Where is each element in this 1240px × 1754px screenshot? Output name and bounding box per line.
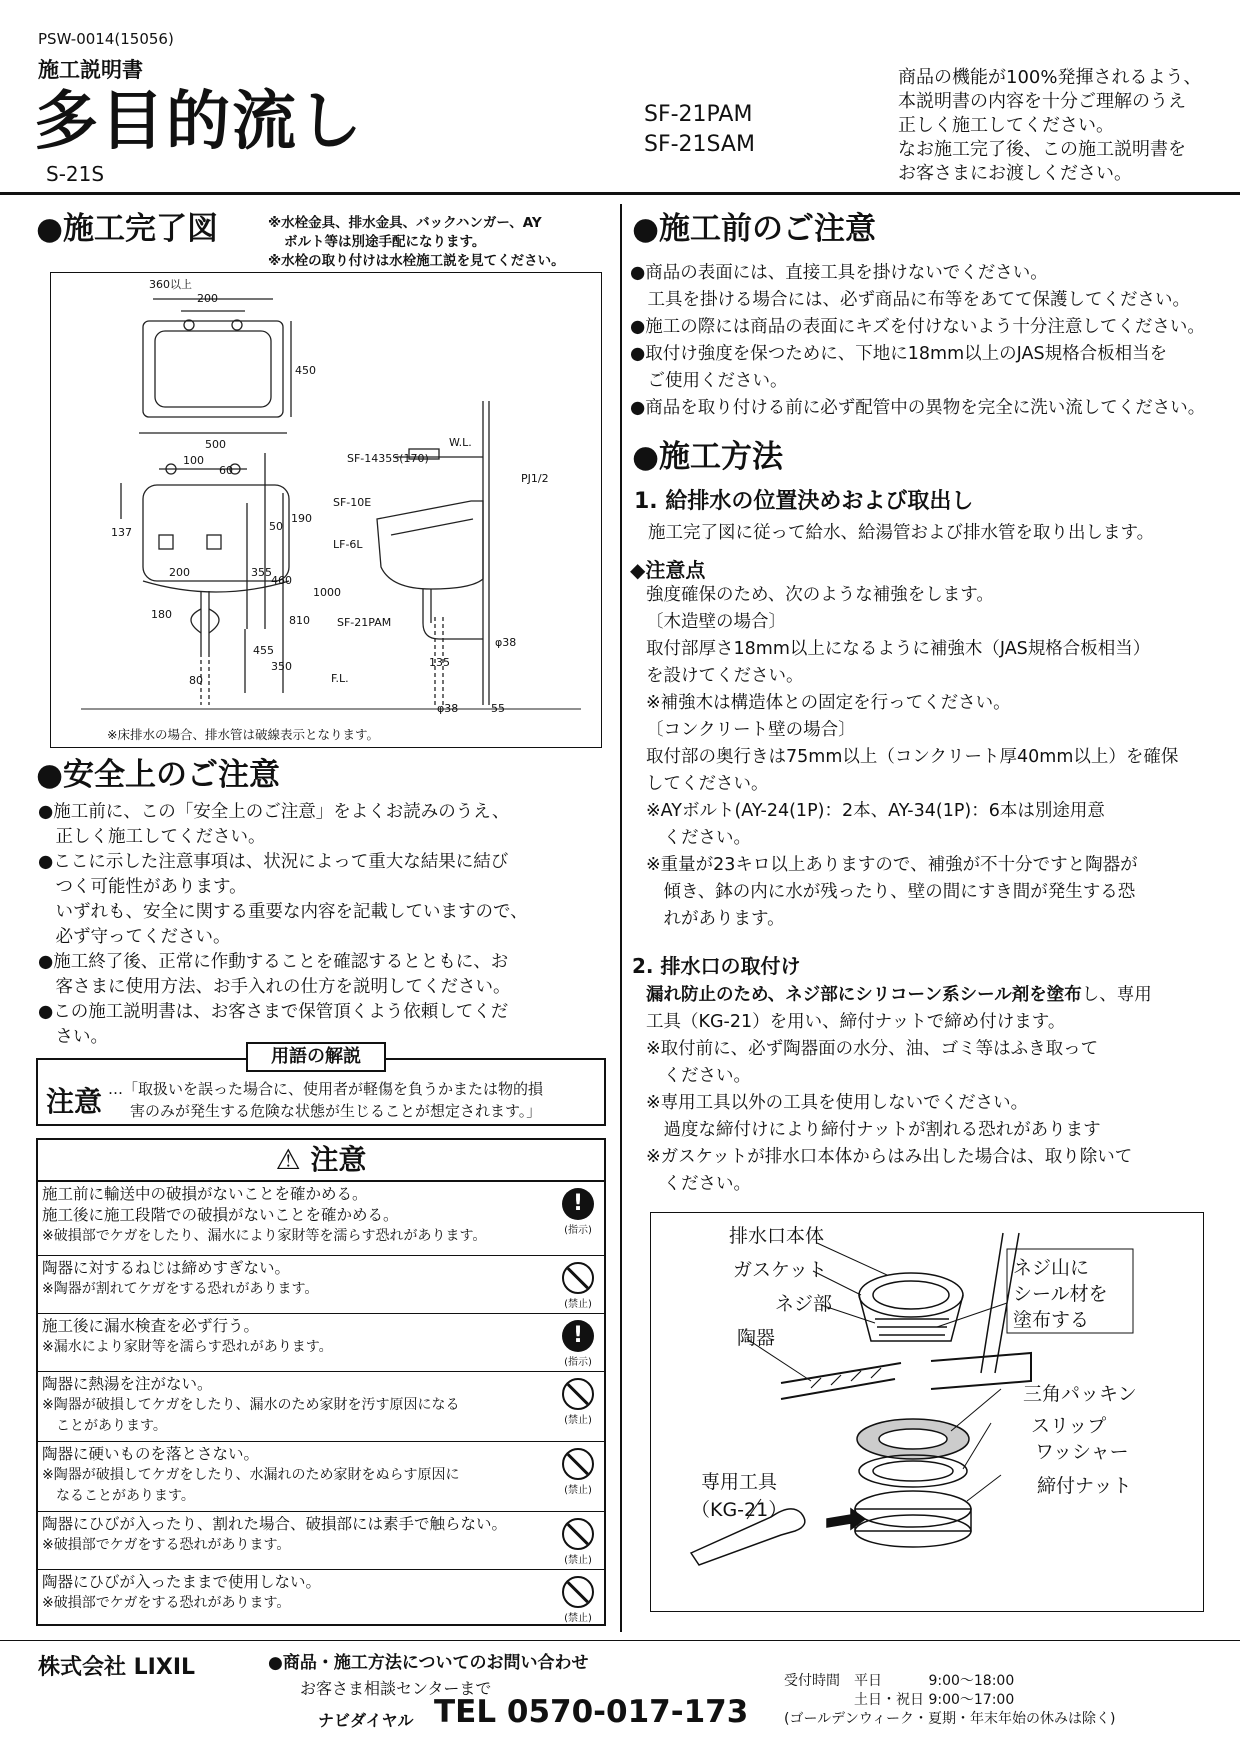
glossary-word: 注意 [46, 1085, 103, 1118]
caution-line: 陶器にひびが入ったり、割れた場合、破損部には素手で触らない。 [42, 1515, 508, 1533]
caution-row [38, 1570, 604, 1622]
header-note-line: 本説明書の内容を十分ご理解のうえ [898, 91, 1186, 112]
label-thread: ネジ部 [775, 1293, 833, 1315]
dim-label: 455 [253, 644, 274, 657]
point-line: れがあります。 [646, 909, 785, 929]
caution-note: ※陶器が破損してケガをしたり、漏水のため家財を汚す原因になる [42, 1397, 460, 1413]
dim-label: 200 [197, 292, 218, 305]
glossary-text [108, 1078, 543, 1122]
model-1: SF-21PAM [644, 102, 753, 127]
caution-row [38, 1314, 604, 1372]
point-line: ※重量が23キロ以上ありますので、補強が不十分ですと陶器が [646, 855, 1138, 875]
inquiry-heading: ●商品・施工方法についてのお問い合わせ [268, 1653, 589, 1673]
caution-line: 陶器に硬いものを落とさない。 [42, 1445, 260, 1463]
step2-title: 2. 排水口の取付け [632, 954, 801, 978]
callout-line: ネジ山に [1013, 1257, 1090, 1279]
caution-heading: ⚠ 注意 [38, 1140, 604, 1182]
label-washer: ワッシャー [1035, 1441, 1129, 1463]
header-note-line: 商品の機能が100%発揮されるよう、 [898, 67, 1202, 88]
column-divider [620, 204, 622, 1632]
step2-line: ください。 [646, 1174, 751, 1194]
caution-note: ※破損部でケガをしたり、漏水により家財等を濡らす恐れがあります。 [42, 1228, 487, 1244]
hours-line: 受付時間 平日 9:00～18:00 [784, 1673, 1015, 1689]
method-title: ●施工方法 [632, 439, 784, 475]
icon-label: (禁止) [564, 1415, 592, 1426]
label-gasket: ガスケット [733, 1259, 828, 1281]
point-line: ※補強木は構造体との固定を行ってください。 [646, 693, 1011, 713]
dim-label: 137 [111, 526, 132, 539]
dim-label: 190 [291, 512, 312, 525]
safety-line: ●この施工説明書は、お客さまで保管頂くよう依頼してくだ [38, 1002, 509, 1022]
safety-line: 正しく施工してください。 [38, 827, 266, 847]
header-divider [0, 192, 1240, 195]
step2-emphasis: 漏れ防止のため、ネジ部にシリコーン系シール剤を塗布 [646, 985, 1082, 1005]
caution-row [38, 1442, 604, 1512]
icon-label: (指示) [564, 1225, 592, 1236]
point-line: してください。 [646, 774, 769, 794]
doc-type: 施工説明書 [38, 58, 143, 82]
icon-label: (禁止) [564, 1299, 592, 1310]
point-line: 〔コンクリート壁の場合〕 [646, 720, 856, 740]
support-center: お客さま相談センターまで [300, 1679, 492, 1698]
icon-label: (禁止) [564, 1555, 592, 1566]
footer-divider [0, 1640, 1240, 1641]
caution-line: 施工後に漏水検査を必ず行う。 [42, 1317, 260, 1335]
dim-label: 200 [169, 566, 190, 579]
safety-line: 必ず守ってください。 [38, 927, 231, 947]
dim-label: 1000 [313, 586, 341, 599]
safety-line: ●施工前に、この「安全上のご注意」をよくお読みのうえ、 [38, 802, 510, 822]
dim-label: F.L. [331, 672, 349, 685]
dim-label: 460 [271, 574, 292, 587]
caution-note: ※破損部でケガをする恐れがあります。 [42, 1595, 291, 1611]
points-text [646, 582, 1220, 933]
callout-line: シール材を [1013, 1283, 1108, 1305]
pre-note-line: ご使用ください。 [630, 371, 788, 391]
dim-label: 100 [183, 454, 204, 467]
pre-notes-text [630, 260, 1220, 422]
page-title: 多目的流し [34, 85, 364, 159]
caution-note: ※破損部でケガをする恐れがあります。 [42, 1537, 291, 1553]
completion-note: ※水栓の取り付けは水栓施工説を見てください。 [268, 253, 565, 269]
dim-label: PJ1/2 [521, 472, 549, 485]
completion-notes [268, 214, 565, 271]
dim-label: φ38 [437, 702, 459, 715]
caution-row [38, 1182, 604, 1256]
point-line: 強度確保のため、次のような補強をします。 [646, 585, 994, 605]
step2-line: ※専用工具以外の工具を使用しないでください。 [646, 1093, 1029, 1113]
point-line: 取付部の奥行きは75mm以上（コンクリート厚40mm以上）を確保 [646, 747, 1179, 767]
dim-label: SF-10E [333, 496, 372, 509]
step2-line: 工具（KG-21）を用い、締付ナットで締め付けます。 [646, 1012, 1066, 1032]
pre-note-line: ●商品を取り付ける前に必ず配管中の異物を完全に洗い流してください。 [630, 398, 1206, 418]
prohibition-icon [560, 1262, 596, 1315]
dim-label: W.L. [449, 436, 472, 449]
dim-label: SF-1435S(170) [347, 452, 429, 465]
instruction-mark: ! [562, 1188, 594, 1220]
safety-text [38, 800, 612, 1050]
dim-label: LF-6L [333, 538, 363, 551]
instruction-mark: ! [562, 1320, 594, 1352]
completion-note: ※水栓金具、排水金具、バックハンガー、AY [268, 215, 542, 231]
icon-label: (禁止) [564, 1485, 592, 1496]
prohibition-icon [560, 1378, 596, 1431]
point-line: 傾き、鉢の内に水が残ったり、壁の間にすき間が発生する恐 [646, 882, 1136, 902]
company-name: 株式会社 LIXIL [38, 1655, 196, 1680]
safety-line: ●ここに示した注意事項は、状況によって重大な結果に結び [38, 852, 509, 872]
caution-row [38, 1372, 604, 1442]
caution-row [38, 1512, 604, 1570]
step1-title: 1. 給排水の位置決めおよび取出し [634, 489, 974, 514]
model-2: SF-21SAM [644, 132, 755, 157]
label-tool-code: （KG-21） [691, 1499, 788, 1521]
caution-note: ※陶器が割れてケガをする恐れがあります。 [42, 1281, 319, 1297]
step2-first-line [646, 982, 1220, 1009]
drain-diagram [650, 1212, 1204, 1612]
label-nut: 締付ナット [1037, 1475, 1132, 1497]
caution-table [36, 1138, 606, 1626]
prohibition-icon [560, 1576, 596, 1629]
prohibition-icon [560, 1518, 596, 1571]
step2-line: ください。 [646, 1066, 751, 1086]
completion-note: ボルト等は別途手配になります。 [284, 234, 486, 250]
label-tool: 専用工具 [701, 1471, 778, 1493]
caution-note: ことがあります。 [42, 1418, 167, 1434]
dim-label: 360以上 [149, 278, 192, 291]
dim-label: 135 [429, 656, 450, 669]
dim-label: SF-21PAM [337, 616, 392, 629]
business-hours [784, 1672, 1116, 1729]
dim-label: 55 [491, 702, 505, 715]
label-drain-body: 排水口本体 [729, 1225, 825, 1247]
pre-notes-title: ●施工前のご注意 [632, 211, 877, 247]
instruction-icon [560, 1320, 596, 1373]
header-note-line: なお施工完了後、この施工説明書を [898, 139, 1186, 160]
caution-line: 施工後に施工段階での破損がないことを確かめる。 [42, 1206, 399, 1224]
label-ceramic: 陶器 [737, 1327, 776, 1349]
header-note [898, 66, 1201, 186]
dim-label: 450 [295, 364, 316, 377]
instruction-icon [560, 1188, 596, 1241]
step2-line: ※ガスケットが排水口本体からはみ出した場合は、取り除いて [646, 1147, 1133, 1167]
completion-title: ●施工完了図 [36, 211, 219, 247]
label-washer: スリップ [1031, 1415, 1107, 1437]
dim-label: 810 [289, 614, 310, 627]
icon-label: (指示) [564, 1357, 592, 1368]
step2-rest: し、専用 [1081, 985, 1152, 1005]
point-line: ください。 [646, 828, 751, 848]
caution-note: ※陶器が破損してケガをしたり、水漏れのため家財をぬらす原因に [42, 1467, 460, 1483]
icon-label: (禁止) [564, 1613, 592, 1624]
phone-number[interactable]: TEL 0570-017-173 [434, 1694, 749, 1730]
header-note-line: 正しく施工してください。 [898, 115, 1114, 136]
step2-line: ※取付前に、必ず陶器面の水分、油、ゴミ等はふき取って [646, 1039, 1099, 1059]
pre-note-line: 工具を掛ける場合には、必ず商品に布等をあてて保護してください。 [630, 290, 1190, 310]
glossary-tag: 用語の解説 [246, 1042, 386, 1072]
completion-figure [50, 272, 602, 748]
dim-label: 350 [271, 660, 292, 673]
pre-note-line: ●取付け強度を保つために、下地に18mm以上のJAS規格合板相当を [630, 344, 1168, 364]
caution-row [38, 1256, 604, 1314]
label-packing: 三角パッキン [1023, 1383, 1137, 1405]
dim-label: 355 [251, 566, 272, 579]
point-line: を設けてください。 [646, 666, 804, 686]
navi-dial: ナビダイヤル [318, 1711, 414, 1730]
point-line: 取付部厚さ18mm以上になるように補強木（JAS規格合板相当） [646, 639, 1151, 659]
prohibition-icon [560, 1448, 596, 1501]
dim-label: 80 [189, 674, 203, 687]
glossary-line: …「取扱いを誤った場合に、使用者が軽傷を負うかまたは物的損 [108, 1080, 544, 1098]
callout-line: 塗布する [1013, 1309, 1090, 1331]
hours-line: 土日・祝日 9:00～17:00 [784, 1692, 1015, 1708]
pre-note-line: ●施工の際には商品の表面にキズを付けないよう十分注意してください。 [630, 317, 1205, 337]
caution-note: なることがあります。 [42, 1488, 195, 1504]
product-models [644, 100, 755, 160]
caution-line: 施工前に輸送中の破損がないことを確かめる。 [42, 1185, 368, 1203]
step2-line: 過度な締付けにより締付ナットが割れる恐れがあります [646, 1120, 1101, 1140]
caution-line: 陶器に熱湯を注がない。 [42, 1375, 213, 1393]
safety-line: ●施工終了後、正常に作動することを確認するとともに、お [38, 952, 509, 972]
points-title: ◆注意点 [630, 558, 706, 582]
doc-code: PSW-0014(15056) [38, 30, 174, 48]
sink-drawing [51, 273, 603, 749]
hours-line: (ゴールデンウィーク・夏期・年末年始の休みは除く) [784, 1711, 1116, 1727]
caution-line: 陶器にひびが入ったままで使用しない。 [42, 1573, 322, 1591]
caution-line: 陶器に対するねじは締めすぎない。 [42, 1259, 291, 1277]
dim-label: φ38 [495, 636, 517, 649]
step1-text: 施工完了図に従って給水、給湯管および排水管を取り出します。 [648, 523, 1155, 543]
safety-line: つく可能性があります。 [38, 877, 247, 897]
dim-label: 50 [269, 520, 283, 533]
point-line: ※AYボルト(AY-24(1P)：2本、AY-34(1P)：6本は別途用意 [646, 801, 1105, 821]
point-line: 〔木造壁の場合〕 [646, 612, 786, 632]
pre-note-line: ●商品の表面には、直接工具を掛けないでください。 [630, 263, 1048, 283]
figure-note: ※床排水の場合、排水管は破線表示となります。 [107, 727, 379, 742]
dim-label: 180 [151, 608, 172, 621]
step2-text [646, 982, 1220, 1198]
model-number: S-21S [46, 162, 105, 186]
header-note-line: お客さまにお渡しください。 [898, 163, 1132, 184]
dim-label: 60 [219, 464, 233, 477]
callout-text [1013, 1255, 1108, 1333]
safety-line: さい。 [38, 1027, 108, 1047]
safety-title: ●安全上のご注意 [36, 757, 281, 793]
safety-line: 客さまに使用方法、お手入れの仕方を説明してください。 [38, 977, 511, 997]
glossary-line: 害のみが発生する危険な状態が生じることが想定されます。」 [130, 1102, 542, 1120]
caution-note: ※漏水により家財等を濡らす恐れがあります。 [42, 1339, 333, 1355]
dim-label: 500 [205, 438, 226, 451]
safety-line: いずれも、安全に関する重要な内容を記載していますので、 [38, 902, 528, 922]
